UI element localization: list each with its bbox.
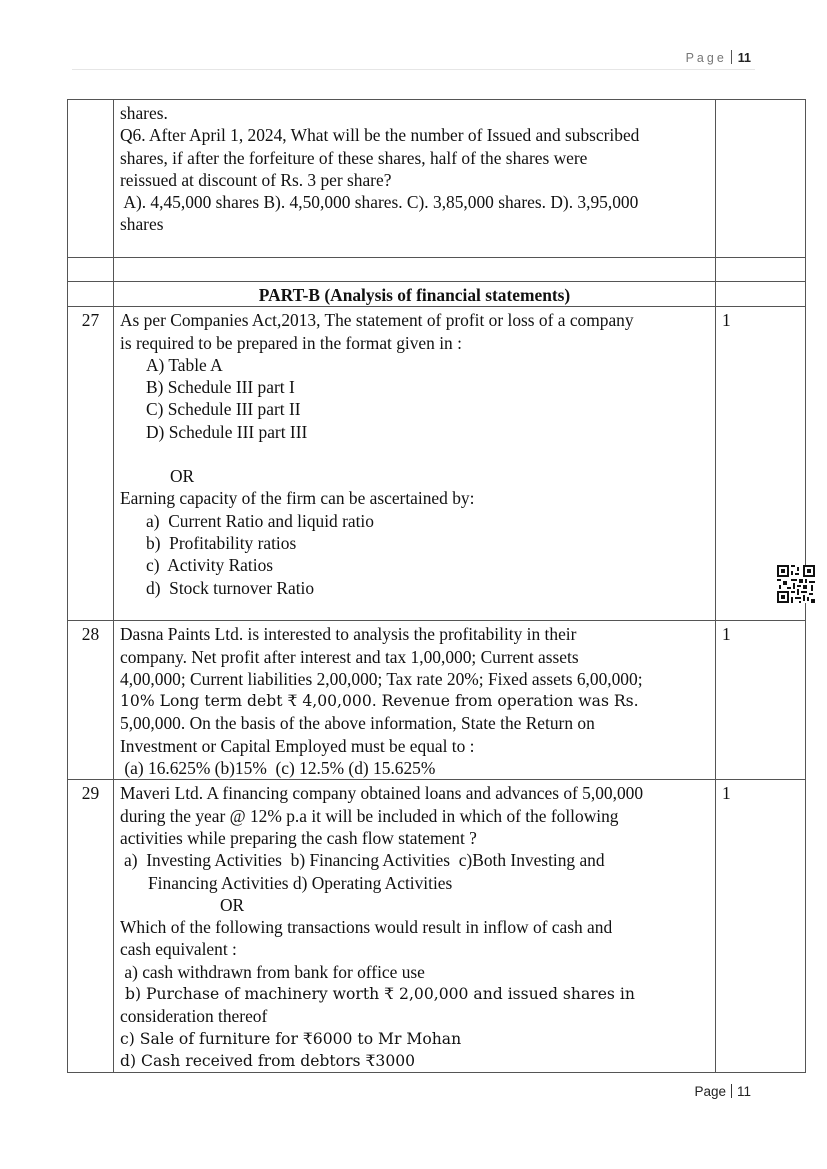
footer-page-number: 11 bbox=[736, 1084, 751, 1099]
q29-alt-line: Which of the following transactions would result in inflow of cash and bbox=[120, 917, 613, 938]
q27-alt-option: c) Activity Ratios bbox=[146, 555, 274, 576]
q28-options: (a) 16.625% (b)15% (c) 12.5% (d) 15.625% bbox=[120, 758, 436, 779]
question-cell bbox=[114, 621, 716, 780]
page-header bbox=[686, 50, 751, 65]
q26-line: Q6. After April 1, 2024, What will be the number of Issued and subscribed bbox=[120, 125, 640, 146]
part-b-heading: PART-B (Analysis of financial statements) bbox=[114, 282, 716, 307]
q27-alt-option: d) Stock turnover Ratio bbox=[146, 577, 315, 598]
question-number: 28 bbox=[68, 621, 114, 780]
q28-line: 10% Long term debt ₹ 4,00,000. Revenue from operation was Rs. bbox=[120, 692, 639, 711]
table-row-q26-cont bbox=[68, 100, 806, 258]
header-rule bbox=[72, 69, 755, 70]
q29-line: during the year @ 12% p.a it will be included in which of the following bbox=[120, 805, 619, 826]
q27-option: A) Table A bbox=[146, 354, 223, 375]
q27-option: C) Schedule III part II bbox=[146, 399, 301, 420]
question-number: 29 bbox=[68, 780, 114, 1073]
q27-option: B) Schedule III part I bbox=[146, 377, 295, 398]
q27-alt-text: Earning capacity of the firm can be ascertained by: bbox=[120, 488, 475, 509]
qr-code-icon bbox=[777, 565, 815, 603]
table-row-blank bbox=[68, 258, 806, 282]
q26-line: shares, if after the forfeiture of these shares, half of the shares were bbox=[120, 147, 588, 168]
q28-line: 5,00,000. On the basis of the above information, State the Return on bbox=[120, 713, 595, 734]
table-row-part-b bbox=[68, 282, 806, 307]
table-row-q29 bbox=[68, 780, 806, 1073]
q29-alt-option: c) Sale of furniture for ₹6000 to Mr Mohan bbox=[120, 1029, 462, 1048]
header-page-number: 11 bbox=[737, 51, 751, 65]
q29-options: a) Investing Activities b) Financing Activities c)Both Investing and bbox=[124, 850, 605, 871]
q26-line: shares bbox=[120, 214, 164, 235]
q28-line: Dasna Paints Ltd. is interested to analysis the profitability in their bbox=[120, 624, 577, 645]
spacer bbox=[120, 443, 709, 465]
q29-alt-line: cash equivalent : bbox=[120, 939, 237, 960]
footer-divider bbox=[731, 1084, 732, 1098]
or-label: OR bbox=[170, 466, 195, 487]
table-row-q27 bbox=[68, 307, 806, 621]
q28-line: 4,00,000; Current liabilities 2,00,000; Tax rate 20%; Fixed assets 6,00,000; bbox=[120, 668, 643, 689]
blank-cell bbox=[68, 258, 114, 282]
q27-alt-option: a) Current Ratio and liquid ratio bbox=[146, 510, 374, 531]
question-cell bbox=[114, 100, 716, 258]
qno-cell bbox=[68, 100, 114, 258]
blank-cell bbox=[716, 282, 806, 307]
q27-text: is required to be prepared in the format given in : bbox=[120, 332, 462, 353]
q27-text: As per Companies Act,2013, The statement of profit or loss of a company bbox=[120, 310, 634, 331]
q26-options: A). 4,45,000 shares B). 4,50,000 shares. C). 3,85,000 shares. D). 3,95,000 bbox=[120, 192, 639, 213]
q26-line: reissued at discount of Rs. 3 per share? bbox=[120, 169, 392, 190]
footer-page-word: Page bbox=[694, 1084, 726, 1099]
blank-cell bbox=[114, 258, 716, 282]
question-number: 27 bbox=[68, 307, 114, 621]
q27-option: D) Schedule III part III bbox=[146, 421, 308, 442]
q29-line: Maveri Ltd. A financing company obtained loans and advances of 5,00,000 bbox=[120, 783, 644, 804]
q28-line: Investment or Capital Employed must be equal to : bbox=[120, 735, 475, 756]
table-row-q28 bbox=[68, 621, 806, 780]
page-footer bbox=[694, 1084, 751, 1099]
or-label: OR bbox=[220, 894, 245, 915]
q29-alt-option: consideration thereof bbox=[120, 1006, 268, 1027]
q29-line: activities while preparing the cash flow statement ? bbox=[120, 827, 477, 848]
marks: 1 bbox=[716, 780, 806, 1073]
q27-alt-option: b) Profitability ratios bbox=[146, 532, 297, 553]
header-page-word: Page bbox=[685, 51, 727, 65]
marks: 1 bbox=[716, 307, 806, 621]
marks-cell bbox=[716, 100, 806, 258]
marks: 1 bbox=[716, 621, 806, 780]
q29-alt-option: a) cash withdrawn from bank for office use bbox=[120, 961, 425, 982]
q29-alt-option: b) Purchase of machinery worth ₹ 2,00,000 and issued shares in bbox=[120, 985, 635, 1004]
q28-line: company. Net profit after interest and tax 1,00,000; Current assets bbox=[120, 646, 579, 667]
question-cell bbox=[114, 307, 716, 621]
header-divider bbox=[731, 50, 732, 64]
blank-cell bbox=[716, 258, 806, 282]
q26-line: shares. bbox=[120, 103, 168, 123]
question-cell bbox=[114, 780, 716, 1073]
q29-options: Financing Activities d) Operating Activities bbox=[148, 872, 453, 893]
blank-cell bbox=[68, 282, 114, 307]
question-table bbox=[67, 99, 806, 1073]
q29-alt-option: d) Cash received from debtors ₹3000 bbox=[120, 1051, 416, 1070]
